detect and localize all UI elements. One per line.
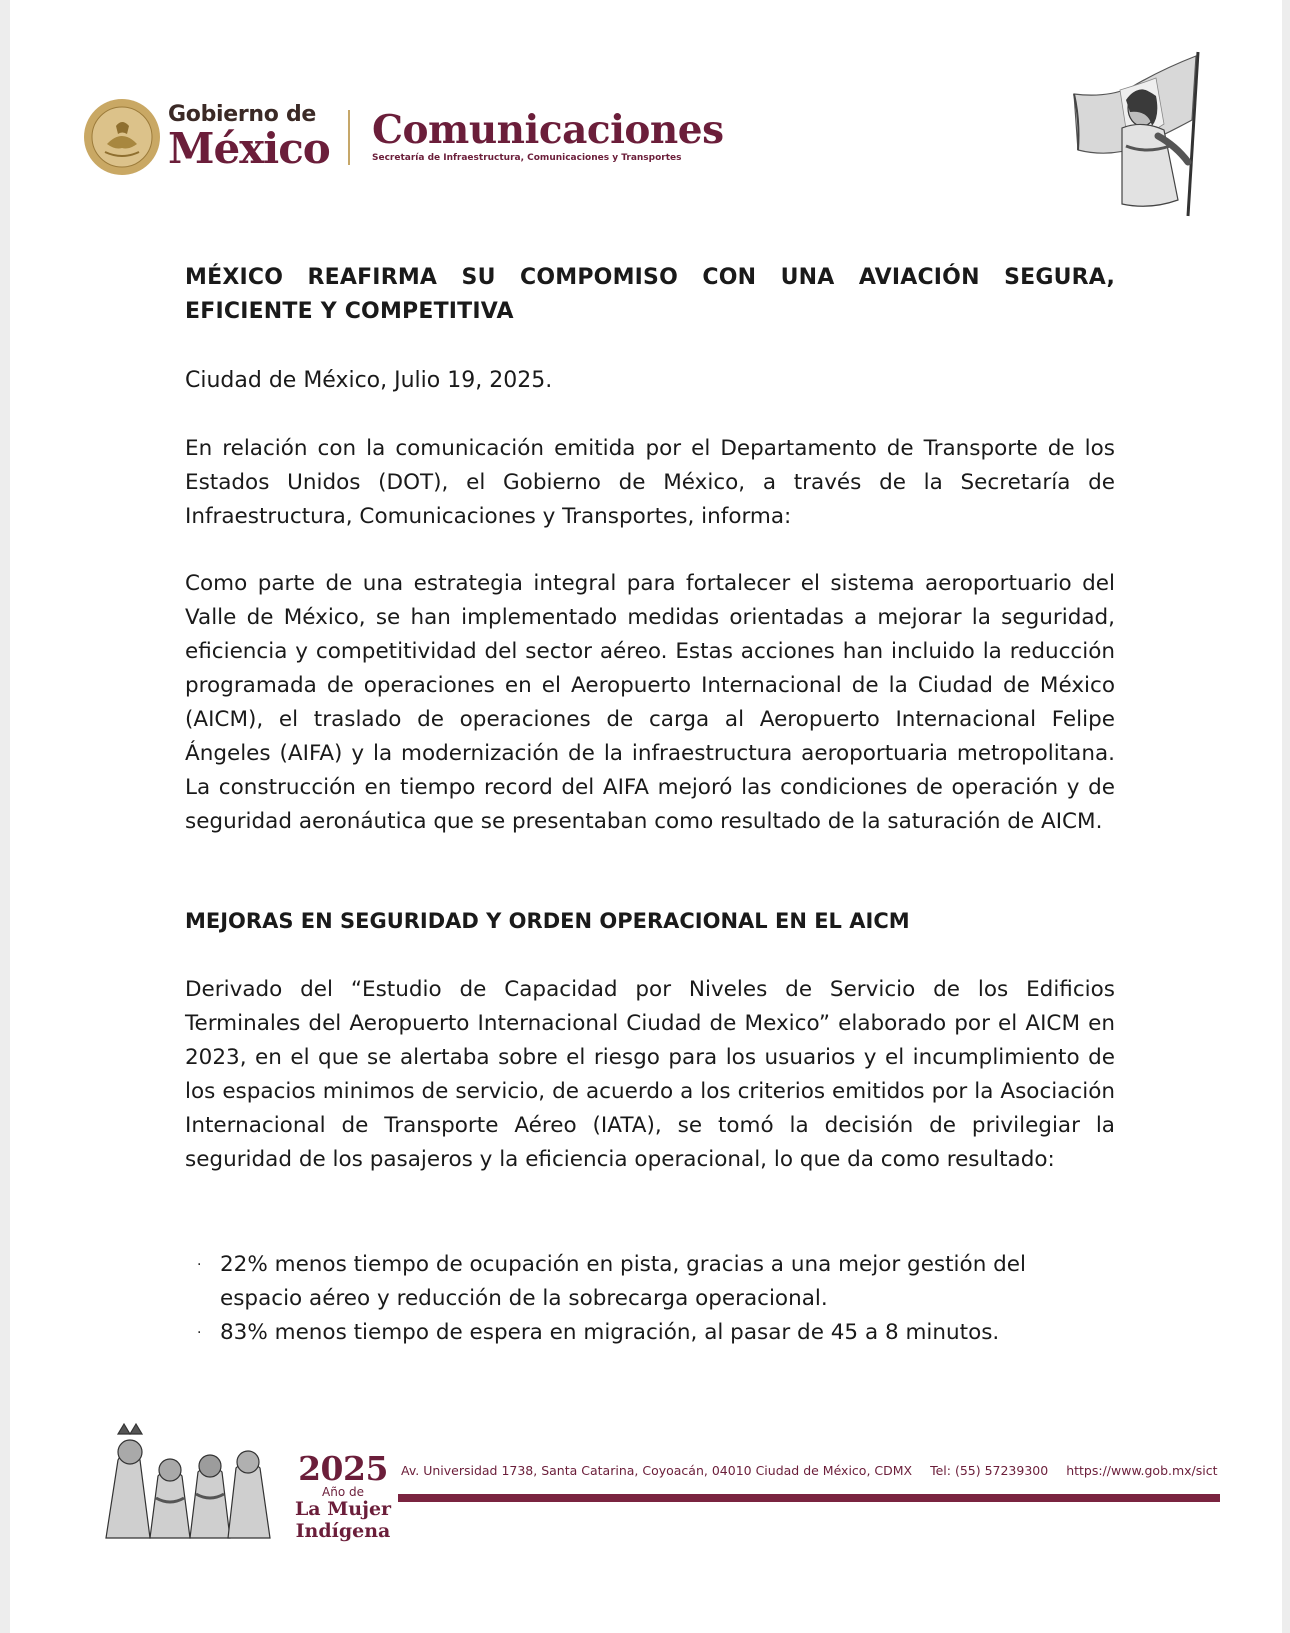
coat-of-arms-seal [83, 98, 161, 176]
year-line-1: La Mujer [294, 1498, 392, 1520]
document-page [10, 0, 1282, 1633]
comunicaciones-logo [372, 108, 724, 164]
paragraph-study: Derivado del “Estudio de Capacidad por Niveles de Servicio de los Edificios Terminales del Aeropuerto Internacional Ciudad de Mexico” elaborado por el AICM en 2023, en el que se alertaba sobre el riesgo para los usuarios y el incumplimiento de los espacios minimos de servicio, de acuerdo a los criterios emitidos por la Asociación Internacional de Transporte Aéreo (IATA), se tomó la decisión de privilegiar la seguridad de los pasajeros y la eficiencia operacional, lo que da como resultado: [185, 977, 1115, 1172]
results-list [185, 1248, 1115, 1350]
logo-gob-top: Gobierno de [168, 102, 317, 127]
footer-divider-bar [398, 1494, 1220, 1502]
bullet-icon: · [197, 1325, 202, 1341]
footer-url[interactable]: https://www.gob.mx/sict [1066, 1463, 1218, 1478]
bullet-icon: · [197, 1257, 202, 1273]
logo-divider [348, 110, 350, 165]
list-item-text: 83% menos tiempo de espera en migración, al pasar de 45 a 8 minutos. [220, 1320, 1000, 1345]
footer-address: Av. Universidad 1738, Santa Catarina, Coyoacán, 04010 Ciudad de México, CDMX [401, 1463, 913, 1478]
indigenous-women-illustration [98, 1420, 288, 1540]
document-title: MÉXICO REAFIRMA SU COMPOMISO CON UNA AVIACIÓN SEGURA, EFICIENTE Y COMPETITIVA [185, 265, 1115, 324]
logo-com-title: Comunicaciones [372, 107, 724, 153]
logo-gob-main: México [168, 124, 330, 173]
year-line-2: Indígena [295, 1520, 391, 1542]
logo-com-subtitle: Secretaría de Infraestructura, Comunicaciones y Transportes [372, 153, 682, 163]
year-number: 2025 [298, 1449, 388, 1488]
section-heading: MEJORAS EN SEGURIDAD Y ORDEN OPERACIONAL EN EL AICM [185, 909, 910, 933]
paragraph-strategy: Como parte de una estrategia integral para fortalecer el sistema aeroportuario del Valle de México, se han implementado medidas orientadas a mejorar la seguridad, eficiencia y competitividad del sector aéreo. Estas acciones han incluido la reducción programada de operaciones en el Aeropuerto Internacional de la Ciudad de México (AICM), el traslado de operaciones de carga al Aeropuerto Internacional Felipe Ángeles (AIFA) y la modernización de la infraestructura aeroportuaria metropolitana. La construcción en tiempo record del AIFA mejoró las condiciones de operación y de seguridad aeronáutica que se presentaban como resultado de la saturación de AICM. [185, 571, 1115, 834]
list-item [185, 1316, 1115, 1350]
footer-contact [401, 1463, 1232, 1478]
document-date: Ciudad de México, Julio 19, 2025. [185, 368, 553, 393]
footer-phone: Tel: (55) 57239300 [930, 1463, 1049, 1478]
list-item [185, 1248, 1115, 1316]
year-sub: Año de [322, 1485, 364, 1499]
year-emblem [293, 1449, 393, 1542]
list-item-text: 22% menos tiempo de ocupación en pista, gracias a una mejor gestión del espacio aéreo y reducción de la sobrecarga operacional. [220, 1252, 1026, 1311]
paragraph-intro: En relación con la comunicación emitida por el Departamento de Transporte de los Estados Unidos (DOT), el Gobierno de México, a través de la Secretaría de Infraestructura, Comunicaciones y Transportes, informa: [185, 436, 1115, 529]
gobierno-de-mexico-logo [168, 104, 330, 172]
woman-with-flag-illustration [1060, 50, 1220, 218]
